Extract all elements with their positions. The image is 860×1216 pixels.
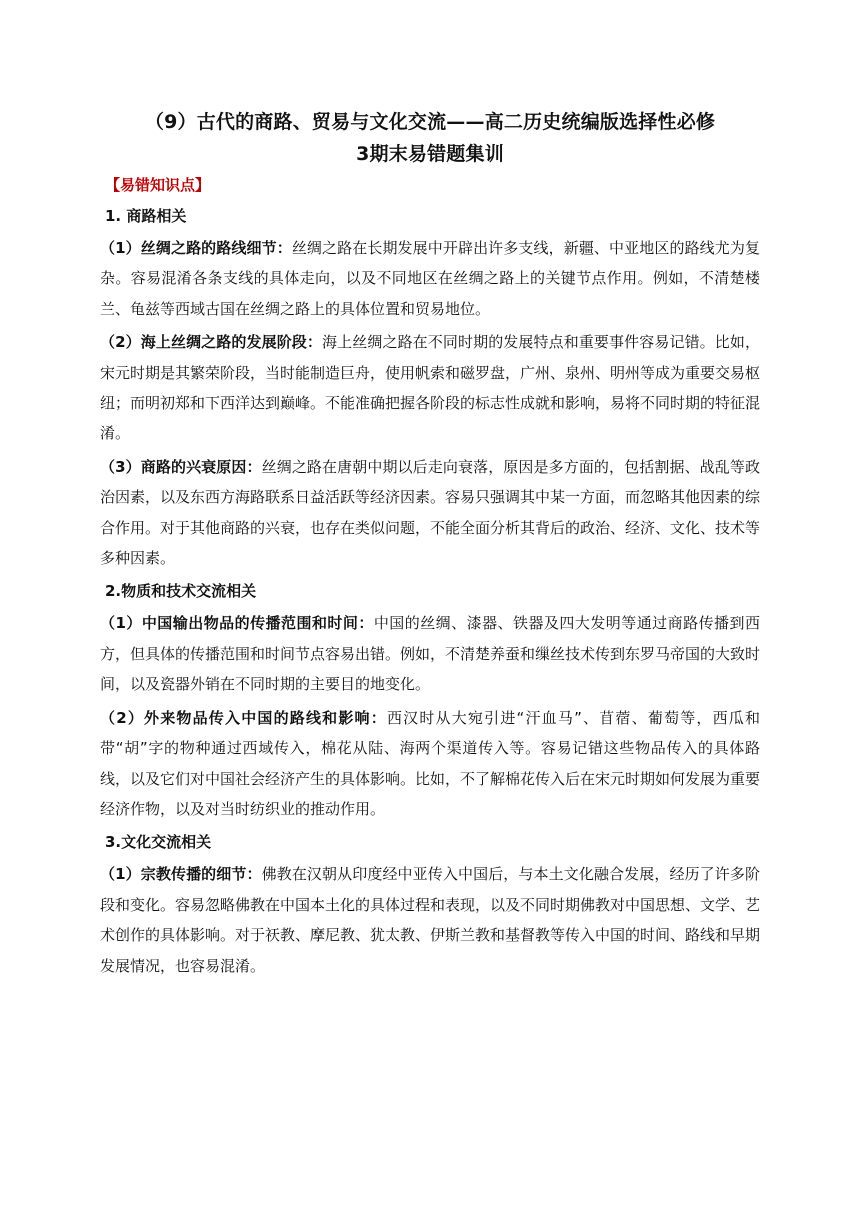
paragraph-head: （1）中国输出物品的传播范围和时间： xyxy=(100,614,374,633)
paragraph-head: （1）宗教传播的细节： xyxy=(100,865,262,884)
paragraph-text: 海上丝绸之路在不同时期的发展特点和重要事件容易记错。比如，宋元时期是其繁荣阶段，当时能制造巨舟，使用帆索和磁罗盘，广州、泉州、明州等成为重要交易枢纽；而明初郑和下西洋达到巅峰。不能准确把握各阶段的标志性成就和影响，易将不同时期的特征混淆。 xyxy=(100,333,761,443)
paragraph-text: 西汉时从大宛引进“汗血马”、苜蓿、葡萄等，西瓜和带“胡”字的物种通过西域传入，棉花从陆、海两个渠道传入等。容易记错这些物品传入的具体路线，以及它们对中国社会经济产生的具体影响。比如，不了解棉花传入后在宋元时期如何发展为重要经济作物，以及对当时纺织业的推动作用。 xyxy=(100,708,761,818)
paragraph-1-1 xyxy=(100,233,760,324)
paragraph-1-3 xyxy=(100,452,760,574)
paragraph-head: （2）海上丝绸之路的发展阶段： xyxy=(100,333,323,352)
paragraph-text: 丝绸之路在长期发展中开辟出许多支线，新疆、中亚地区的路线尤为复杂。容易混淆各条支线的具体走向，以及不同地区在丝绸之路上的关键节点作用。例如，不清楚楼兰、龟兹等西域古国在丝绸之路上的具体位置和贸易地位。 xyxy=(100,239,760,318)
paragraph-1-2 xyxy=(100,327,760,449)
section-tag: 【易错知识点】 xyxy=(105,176,211,194)
title-line-1: （9）古代的商路、贸易与文化交流——高二历史统编版选择性必修 xyxy=(144,111,716,133)
section-heading-3: 3.文化交流相关 xyxy=(105,833,212,852)
paragraph-text: 佛教在汉朝从印度经中亚传入中国后，与本土文化融合发展，经历了许多阶段和变化。容易忽略佛教在中国本土化的具体过程和表现，以及不同时期佛教对中国思想、文学、艺术创作的具体影响。对于祆教、摩尼教、犹太教、伊斯兰教和基督教等传入中国的时间、路线和早期发展情况，也容易混淆。 xyxy=(100,865,761,975)
paragraph-head: （3）商路的兴衰原因： xyxy=(100,457,262,476)
paragraph-head: （1）丝绸之路的路线细节： xyxy=(100,239,292,257)
paragraph-text: 中国的丝绸、漆器、铁器及四大发明等通过商路传播到西方，但具体的传播范围和时间节点容易出错。例如，不清楚养蚕和缫丝技术传到东罗马帝国的大致时间，以及瓷器外销在不同时期的主要目的地变化。 xyxy=(100,614,761,694)
document-page xyxy=(100,106,760,981)
paragraph-3-1 xyxy=(100,859,760,981)
section-heading-2: 2.物质和技术交流相关 xyxy=(105,582,257,601)
paragraph-2-2 xyxy=(100,703,760,825)
section-heading-1: 1. 商路相关 xyxy=(105,207,187,225)
title-line-2: 3期末易错题集训 xyxy=(356,143,504,165)
paragraph-2-1 xyxy=(100,608,760,699)
document-title xyxy=(100,106,760,170)
paragraph-head: （2）外来物品传入中国的路线和影响： xyxy=(100,708,387,727)
paragraph-text: 丝绸之路在唐朝中期以后走向衰落，原因是多方面的，包括割据、战乱等政治因素，以及东西方海路联系日益活跃等经济因素。容易只强调其中某一方面，而忽略其他因素的综合作用。对于其他商路的兴衰，也存在类似问题，不能全面分析其背后的政治、经济、文化、技术等多种因素。 xyxy=(100,457,761,568)
